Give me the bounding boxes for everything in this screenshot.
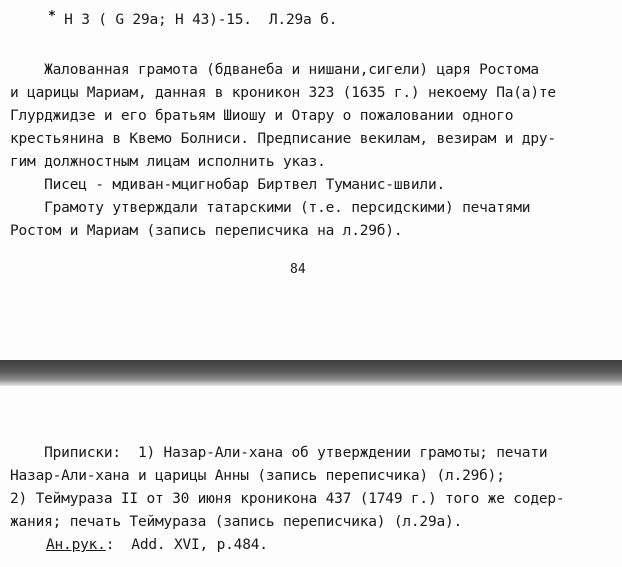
text-line: Жалованная грамота (бдванеба и нишани,сигели) царя Ростома bbox=[10, 62, 539, 78]
reference-mark: * bbox=[48, 9, 56, 24]
text-line: 2) Теймураза II от 30 июня кроникона 437 (1749 г.) того же содер- bbox=[10, 491, 565, 507]
text-line: крестьянина в Квемо Болниси. Предписание векилам, везирам и дру- bbox=[10, 131, 556, 147]
text-line: Ростом и Мариам (запись переписчика на л.29б). bbox=[10, 223, 403, 239]
text-line: Глурджидзе и его братьям Шиошу и Отару о пожаловании одного bbox=[10, 108, 514, 124]
text-line: Назар-Али-хана и царицы Анны (запись переписчика) (л.29б); bbox=[10, 468, 505, 484]
text-line: Приписки: 1) Назар-Али-хана об утверждении грамоты; печати bbox=[10, 445, 548, 461]
source-label: Ан.рук. bbox=[46, 537, 106, 553]
page-number: 84 bbox=[290, 262, 306, 277]
reference-text: Н 3 ( G 29a; Н 43)-15. Л.29а б. bbox=[64, 12, 338, 28]
source-line bbox=[46, 536, 268, 554]
text-line: и царицы Мариам, данная в кроникон 323 (1635 г.) некоему Па(а)те bbox=[10, 85, 556, 101]
text-line: Грамоту утверждали татарскими (т.е. персидскими) печатями bbox=[10, 200, 531, 216]
lower-page bbox=[0, 386, 622, 567]
source-text: : Add. XVI, p.484. bbox=[105, 537, 268, 553]
page-divider bbox=[0, 360, 622, 386]
text-line: Писец - мдиван-мцигнобар Биртвел Туманис-швили. bbox=[10, 177, 446, 193]
text-line: жания; печать Теймураза (запись переписчика) (л.29а). bbox=[10, 514, 463, 530]
text-line: гим должностным лицам исполнить указ. bbox=[10, 154, 326, 170]
catalog-reference bbox=[48, 11, 337, 30]
